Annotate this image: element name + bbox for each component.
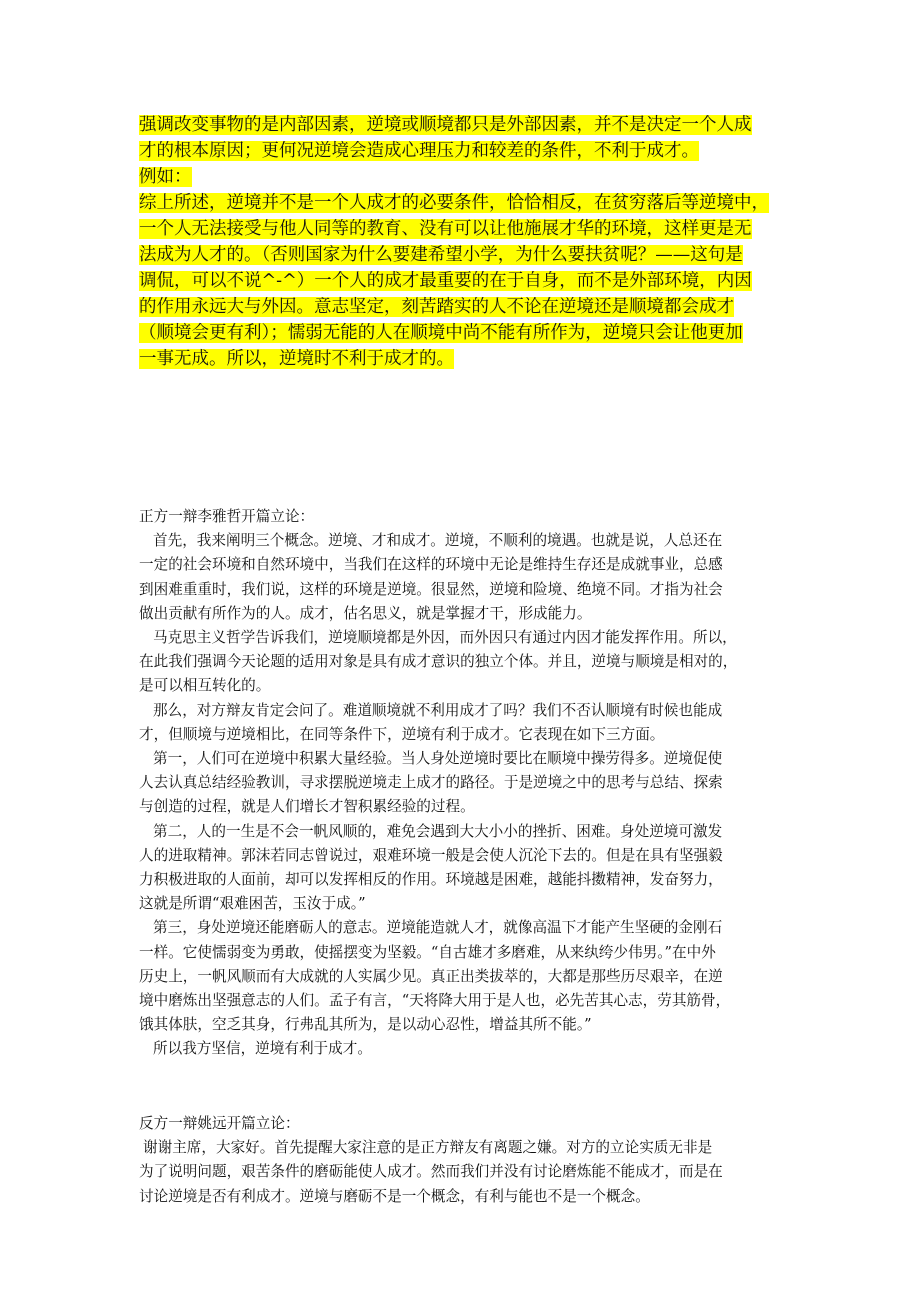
paragraph: 那么，对方辩友肯定会问了。难道顺境就不利用成才了吗？我们不否认顺境有时候也能成 才，但顺境与逆境相比，在同等条件下，逆境有利于成才。它表现在如下三方面。 [139,701,723,743]
highlighted-line: 强调改变事物的是内部因素，逆境或顺境都只是外部因素，并不是决定一个人成 [139,115,752,135]
con-heading: 反方一辩姚远开篇立论： [139,1115,300,1132]
paragraph: 第一，人们可在逆境中积累大量经验。当人身处逆境时要比在顺境中操劳得多。逆境促使 人去认真总结经验教训，寻求摆脱逆境走上成才的路径。于是逆境之中的思考与总结、探索 与创造的过程，就是人们增长才智积累经验的过程。 [139,750,723,816]
highlighted-line: 综上所述，逆境并不是一个人成才的必要条件，恰恰相反，在贫穷落后等逆境中， [139,193,769,213]
paragraph: 第二，人的一生是不会一帆风顺的，难免会遇到大大小小的挫折、困难。身处逆境可激发 人的进取精神。郭沫若同志曾说过，艰难环境一般是会使人沉沦下去的。但是在具有坚强毅 力积极进取的人面前，却可以发挥相反的作用。环境越是困难，越能抖擞精神，发奋努力， 这就是所谓“艰难困苦，玉汝于成。” [139,822,723,913]
con-opening-statement [139,1112,787,1209]
pro-opening-statement [139,505,787,1062]
paragraph: 所以我方坚信，逆境有利于成才。 [153,1040,372,1058]
highlighted-line: 法成为人才的。（否则国家为什么要建希望小学，为什么要扶贫呢？——这句是 [139,245,743,265]
paragraph: 谢谢主席，大家好。首先提醒大家注意的是正方辩友有离题之嫌。对方的立论实质无非是 为了说明问题，艰苦条件的磨砺能使人成才。然而我们并没有讨论磨炼能不能成才，而是在 讨论逆境是否有利成才。逆境与磨砺不是一个概念，有利与能也不是一个概念。 [139,1139,723,1205]
highlighted-line: 的作用永远大与外因。意志坚定，刻苦踏实的人不论在逆境还是顺境都会成才 [139,297,734,317]
paragraph: 首先，我来阐明三个概念。逆境、才和成才。逆境，不顺利的境遇。也就是说，人总还在 一定的社会环境和自然环境中，当我们在这样的环境中无论是维持生存还是成就事业，总感 到困难重重时，我们说，这样的环境是逆境。很显然，逆境和险境、绝境不同。才指为社会 做出贡献有所作为的人。成才，估名思义，就是掌握才干，形成能力。 [139,532,723,622]
highlighted-line: 一个人无法接受与他人同等的教育、没有可以让他施展才华的环境，这样更是无 [139,219,752,239]
highlighted-line: 例如： [139,167,192,187]
highlighted-line: 一事无成。所以，逆境时不利于成才的。 [139,349,454,369]
paragraph: 马克思主义哲学告诉我们，逆境顺境都是外因，而外因只有通过内因才能发挥作用。所以， 在此我们强调今天论题的适用对象是具有成才意识的独立个体。并且，逆境与顺境是相对的， 是可以相互转化的。 [139,629,738,695]
highlighted-line: 调侃，可以不说^-^）一个人的成才最重要的在于自身，而不是外部环境，内因 [139,271,752,291]
highlighted-line: 才的根本原因；更何况逆境会造成心理压力和较差的条件，不利于成才。 [139,141,699,161]
paragraph: 第三，身处逆境还能磨砺人的意志。逆境能造就人才，就像高温下才能产生坚硬的金刚石 一样。它使懦弱变为勇敢，使摇摆变为坚毅。“自古雄才多磨难，从来纨绔少伟男。”在中外 历史上，一帆风顺而有大成就的人实属少见。真正出类拔萃的，大都是那些历尽艰辛，在逆 境中磨炼出坚强意志的人们。孟子有言，“天将降大用于是人也，必先苦其心志，劳其筋骨， 饿其体肤，空乏其身，行弗乱其所为，是以动心忍性，增益其所不能。” [139,919,731,1034]
pro-heading: 正方一辩李雅哲开篇立论： [139,508,315,525]
highlighted-section [139,112,787,372]
highlighted-line: （顺境会更有利）；懦弱无能的人在顺境中尚不能有所作为，逆境只会让他更加 [139,323,743,343]
